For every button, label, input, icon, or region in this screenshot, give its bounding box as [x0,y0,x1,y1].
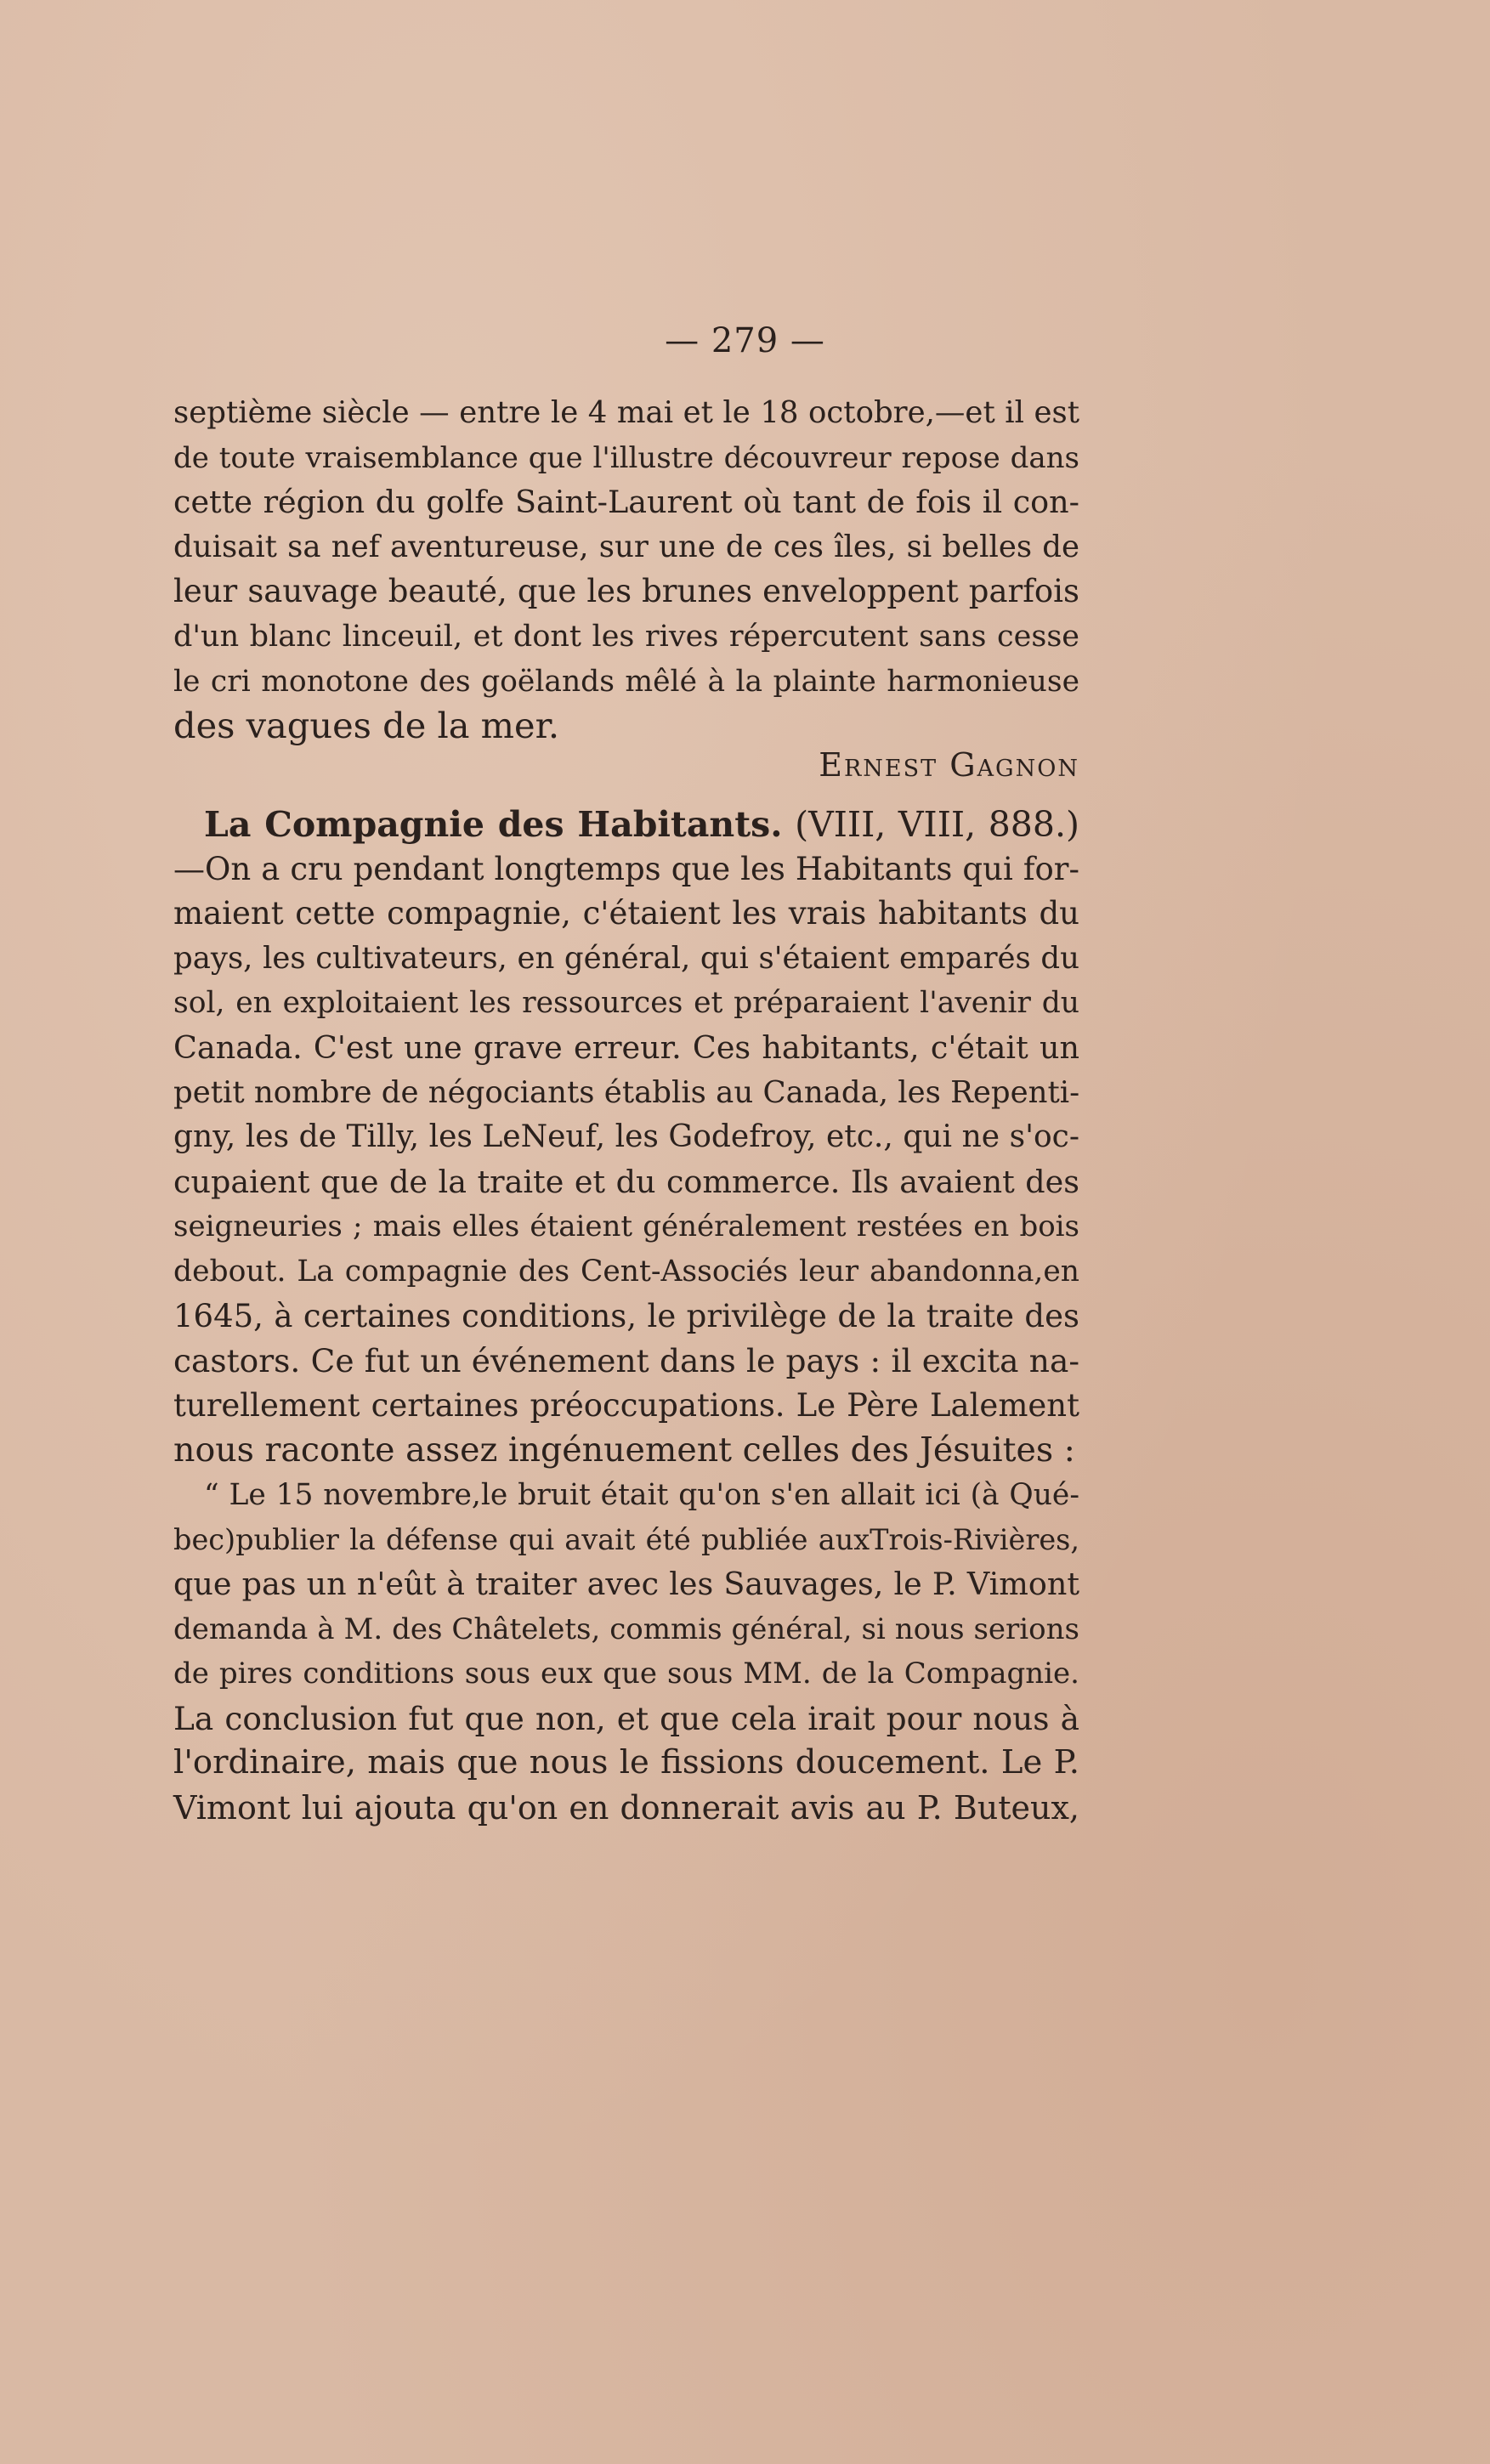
text-line: leur sauvage beauté, que les brunes enveloppent parfois [173,573,1079,610]
paragraph-continuation [173,391,1079,749]
text-line: Canada. C'est une grave erreur. Ces habitants, c'était un [173,1028,1079,1066]
page-number: — 279 — [665,321,825,360]
text-line: le cri monotone des goëlands mêlé à la plainte harmonieuse [173,664,1079,699]
text-line: 1645, à certaines conditions, le privilège de la traite des [173,1297,1079,1334]
text-line: demanda à M. des Châtelets, commis général, si nous serions [173,1612,1079,1646]
author-signature: Ernest Gagnon [819,746,1079,784]
text-line: l'ordinaire, mais que nous le fissions doucement. Le P. [173,1743,1079,1782]
text-line: que pas un n'eût à traiter avec les Sauvages, le P. Vimont [173,1566,1079,1603]
text-line: nous raconte assez ingénuement celles des Jésuites : [173,1430,1075,1470]
article-title: La Compagnie des Habitants. [204,804,783,845]
text-line: d'un blanc linceuil, et dont les rives répercutent sans cesse [173,619,1079,654]
text-line: Vimont lui ajouta qu'on en donnerait avis au P. Buteux, [173,1789,1079,1827]
text-line: de pires conditions sous eux que sous MM. de la Compagnie. [173,1657,1079,1691]
article-compagnie-des-habitants [173,802,1079,1831]
text-line: de toute vraisemblance que l'illustre découvreur repose dans [173,440,1079,475]
text-line: turellement certaines préoccupations. Le Père Lalement [173,1386,1079,1424]
text-line: La conclusion fut que non, et que cela irait pour nous à [173,1699,1079,1737]
text-line: pays, les cultivateurs, en général, qui s'étaient emparés du [173,940,1079,976]
text-line: cette région du golfe Saint-Laurent où tant de fois il con- [173,484,1079,521]
text-line: gny, les de Tilly, les LeNeuf, les Godefroy, etc., qui ne s'oc- [173,1119,1079,1155]
text-line: maient cette compagnie, c'étaient les vrais habitants du [173,895,1079,932]
text-line: duisait sa nef aventureuse, sur une de ces îles, si belles de [173,529,1079,564]
text-line: bec)publier la défense qui avait été publiée auxTrois-Rivières, [173,1522,1079,1556]
article-reference: (VIII, VIII, 888.) [782,804,1079,845]
article-heading-line [173,802,1079,847]
text-line: debout. La compagnie des Cent-Associés leur abandonna,en [173,1254,1079,1289]
text-line: petit nombre de négociants établis au Canada, les Repenti- [173,1074,1080,1110]
text-line: septième siècle — entre le 4 mai et le 18 octobre,—et il est [173,395,1079,430]
text-line: —On a cru pendant longtemps que les Habitants qui for- [173,850,1079,887]
text-line: sol, en exploitaient les ressources et préparaient l'avenir du [173,986,1079,1021]
text-line: des vagues de la mer. [173,705,560,747]
text-line: “ Le 15 novembre,le bruit était qu'on s'en allait ici (à Qué- [204,1477,1079,1512]
text-line: cupaient que de la traite et du commerce. Ils avaient des [173,1163,1079,1200]
text-line: seigneuries ; mais elles étaient généralement restées en bois [173,1209,1079,1244]
text-line: castors. Ce fut un événement dans le pays : il excita na- [173,1342,1079,1380]
